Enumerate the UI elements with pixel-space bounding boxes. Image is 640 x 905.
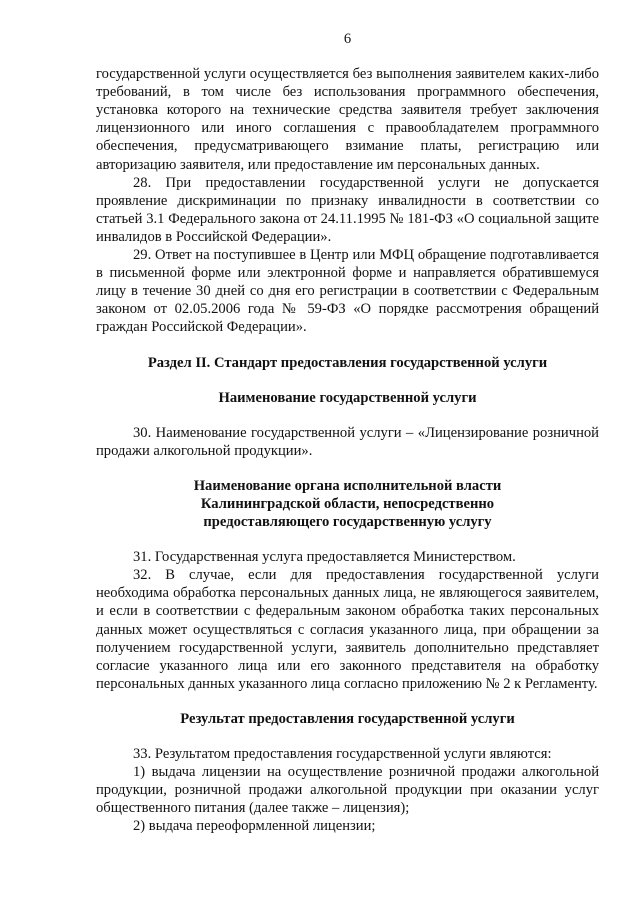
list-item-2: 2) выдача переоформленной лицензии;: [133, 818, 376, 835]
authority-heading-line-2: Калининградской области, непосредственно: [200, 495, 495, 512]
paragraph-32: 32. В случае, если для предоставления государственной услуги необходима обработка персональных данных лица, не являющегося заявителем, и если в соответствии с федеральным законом обработка таких персональных данных может осуществляться с согласия указанного лица, при обращении за получением государственной услуги, заявитель дополнительно представляет согласие указанного лица или его законного представителя на обработку персональных данных указанного лица согласно приложению № 2 к Регламенту.: [96, 567, 599, 692]
paragraph-33: 33. Результатом предоставления государственной услуги являются:: [133, 746, 552, 762]
authority-heading-line-3: предоставляющего государственную услугу: [203, 514, 492, 531]
section-heading: Раздел II. Стандарт предоставления государственной услуги: [147, 354, 548, 371]
service-name-heading: Наименование государственной услуги: [218, 389, 477, 406]
paragraph-31: 31. Государственная услуга предоставляется Министерством.: [133, 549, 516, 566]
paragraph-30: 30. Наименование государственной услуги – «Лицензирование розничной продажи алкогольной продукции».: [96, 424, 599, 459]
document-page: [96, 30, 599, 835]
page-number: 6: [343, 31, 352, 47]
paragraph-28: 28. При предоставлении государственной услуги не допускается проявление дискриминации по признаку инвалидности в соответствии со статьей 3.1 Федерального закона от 24.11.1995 № 181-ФЗ «О социальной защите инвалидов в Российской Федерации».: [96, 174, 599, 245]
result-heading: Результат предоставления государственной услуги: [180, 710, 515, 727]
paragraph-29: 29. Ответ на поступившее в Центр или МФЦ обращение подготавливается в письменной форме или электронной форме и направляется обратившемуся лицу в течение 30 дней со дня его регистрации в соответствии с Федеральным законом от 02.05.2006 года № 59-ФЗ «О порядке рассмотрения обращений граждан Российской Федерации».: [96, 247, 599, 336]
authority-heading: [96, 477, 599, 531]
paragraph-continuation: государственной услуги осуществляется без выполнения заявителем каких-либо требований, в том числе без использования программного обеспечения, установка которого на технические средства заявителя требует заключения лицензионного или иного соглашения с правообладателем программного обеспечения, предусматривающего взимание платы, регистрацию или авторизацию заявителя, или предоставление им персональных данных.: [96, 66, 599, 173]
list-item-1: 1) выдача лицензии на осуществление розничной продажи алкогольной продукции, розничной продажи алкогольной продукции при оказании услуг общественного питания (далее также – лицензия);: [96, 764, 599, 817]
authority-heading-line-1: Наименование органа исполнительной власти: [193, 477, 502, 494]
